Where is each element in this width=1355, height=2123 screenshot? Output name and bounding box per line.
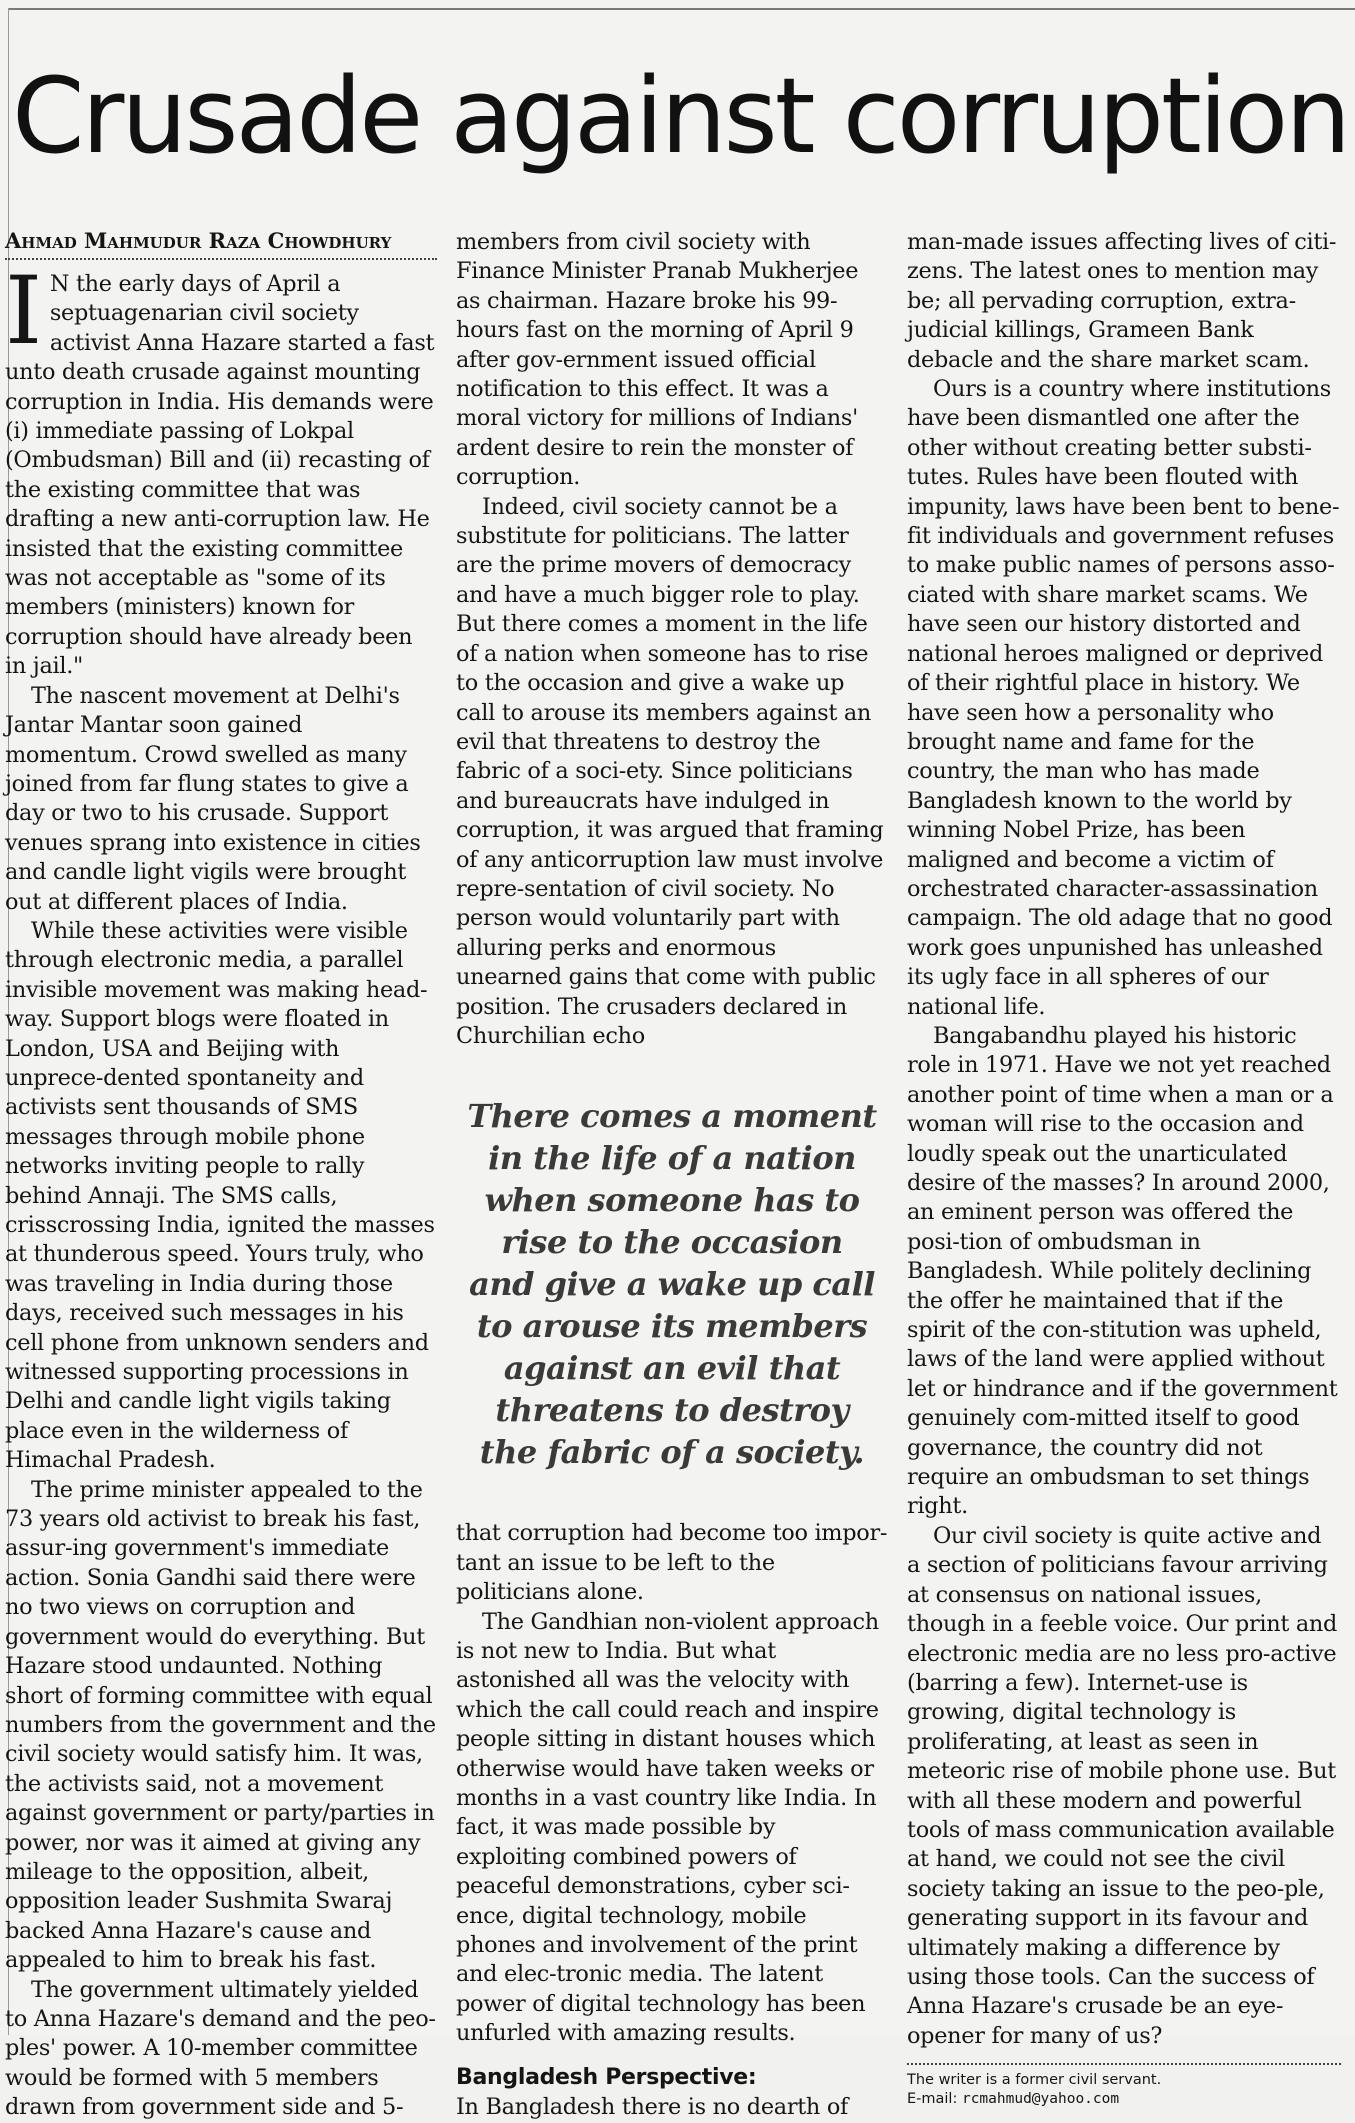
email-label: E-mail:	[907, 2091, 962, 2108]
top-rule	[8, 8, 1355, 10]
paragraph	[5, 257, 437, 682]
paragraph: that corruption had become too impor-tant an issue to be left to the politicians alone.	[456, 1520, 888, 1606]
subheading: Bangladesh Perspective:	[456, 2064, 757, 2090]
paragraph: Bangabandhu played his historic role in 1971. Have we not yet reached another point of time when a man or a woman will rise to the occasion and loudly speak out the unarticulated desire of the masses? In around 2000, an eminent person was offered the posi-tion of ombudsman in Bangladesh. While politely declining the offer he maintained that if the spirit of the con-stitution was upheld, laws of the land were applied without let or hindrance and if the government genuinely com-mitted itself to good governance, the country did not require an ombudsman to set things right.	[907, 1022, 1338, 1520]
author-bio: The writer is a former civil servant.	[907, 2072, 1162, 2089]
author-email-line	[907, 2090, 1341, 2109]
email-address[interactable]: rcmahmud@yahoo.com	[961, 2091, 1120, 2108]
paragraph-text: N the early days of April a septuagenarian civil society activist Anna Hazare started a fast unto death crusade against mounting corruption in India. His demands were (i) immediate passing of Lokpal (Ombudsman) Bill and (ii) recasting of the existing committee that was drafting a new anti-corruption law. He insisted that the existing committee was not acceptable as "some of its members (ministers) known for corruption should have already been in jail."	[5, 271, 435, 680]
paragraph: The prime minister appealed to the 73 years old activist to break his fast, assur-ing government's immediate action. Sonia Gandhi said there were no two views on corruption and government would do everything. But Hazare stood undaunted. Nothing short of forming committee with equal numbers from the government and the civil society would satisfy him. It was, the activists said, not a movement against government or party/parties in power, nor was it aimed at giving any mileage to the opposition, albeit, opposition leader Sushmita Swaraj backed Anna Hazare's cause and appealed to him to break his fast.	[5, 1476, 436, 1974]
pull-quote: There comes a moment in the life of a nation when someone has to rise to the occasion and give a wake up call to arouse its members against an evil that threatens to destroy the fabric of a society.	[467, 1097, 877, 1472]
paragraph: Ours is a country where institutions have been dismantled one after the other without creating better substi-tutes. Rules have been flouted with impunity, laws have been bent to bene-fit individuals and government refuses to make public names of persons asso-ciated with share market scams. We have seen our history distorted and national heroes maligned or deprived of their rightful place in history. We have seen how a personality who brought name and fame for the country, the man who has made Bangladesh known to the world by winning Nobel Prize, has been maligned and become a victim of orchestrated character-assassination campaign. The old adage that no good work goes unpunished has unleashed its ugly face in all spheres of our national life.	[907, 376, 1340, 1020]
paragraph: In Bangladesh there is no dearth of	[456, 2093, 849, 2120]
column-3	[907, 228, 1341, 2109]
headline: Crusade against corruption	[12, 55, 1349, 177]
paragraph: Indeed, civil society cannot be a substitute for politicians. The latter are the prime movers of democracy and have a much bigger role to play. But there comes a moment in the life of a nation when someone has to rise to the occasion and give a wake up call to arouse its members against an evil that threatens to destroy the fabric of a soci-ety. Since politicians and bureaucrats have indulged in corruption, it was argued that framing of any anticorruption law must involve repre-sentation of civil society. No person would voluntarily part with alluring perks and enormous unearned gains that come with public position. The crusaders declared in Churchilian echo	[456, 493, 884, 1049]
paragraph: The nascent movement at Delhi's Jantar Mantar soon gained momentum. Crowd swelled as many joined from far flung states to give a day or two to his crusade. Support venues sprang into existence in cities and candle light vigils were brought out at different places of India.	[5, 682, 421, 915]
paragraph: The government ultimately yielded to Anna Hazare's demand and the peo-ples' power. A 10-member committee would be formed with 5 members drawn from government side and 5-	[5, 1976, 436, 2121]
paragraph: The Gandhian non-violent approach is not new to India. But what astonished all was the velocity with which the call could reach and inspire people sitting in distant houses which otherwise would have taken weeks or months in a vast country like India. In fact, it was made possible by exploiting combined powers of peaceful demonstrations, cyber sci-ence, digital technology, mobile phones and involvement of the print and elec-tronic media. The latent power of digital technology has been unfurled with amazing results.	[456, 1608, 879, 2047]
column-2	[456, 228, 888, 2122]
paragraph: While these activities were visible through electronic media, a parallel invisible movement was making head-way. Support blogs were floated in London, USA and Beijing with unprece-dented spontaneity and activists sent thousands of SMS messages through mobile phone networks inviting people to rally behind Annaji. The SMS calls, crisscrossing India, ignited the masses at thunderous speed. Yours truly, who was traveling in India during those days, received such messages in his cell phone from unknown senders and witnessed supporting processions in Delhi and candle light vigils taking place even in the wilderness of Himachal Pradesh.	[5, 917, 435, 1474]
paragraph: man-made issues affecting lives of citi-zens. The latest ones to mention may be; all pervading corruption, extra-judicial killings, Grameen Bank debacle and the share market scam.	[907, 229, 1337, 373]
author-note	[907, 2063, 1341, 2109]
byline: Ahmad Mahmudur Raza Chowdhury	[5, 228, 437, 260]
paragraph: Our civil society is quite active and a section of politicians favour arriving at consensus on national issues, though in a feeble voice. Our print and electronic media are no less pro-active (barring a few). Internet-use is growing, digital technology is proliferating, at least as seen in meteoric rise of mobile phone use. But with all these modern and powerful tools of mass communication available at hand, we could not see the civil society taking an issue to the peo-ple, generating support in its favour and ultimately making a difference by using those tools. Can the success of Anna Hazare's crusade be an eye-opener for many of us?	[907, 1522, 1338, 2049]
paragraph: members from civil society with Finance Minister Pranab Mukherjee as chairman. Hazare broke his 99-hours fast on the morning of April 9 after gov-ernment issued official notification to this effect. It was a moral victory for millions of Indians' ardent desire to rein the monster of corruption.	[456, 229, 859, 491]
column-1	[5, 228, 437, 2123]
drop-cap: I	[5, 257, 42, 366]
